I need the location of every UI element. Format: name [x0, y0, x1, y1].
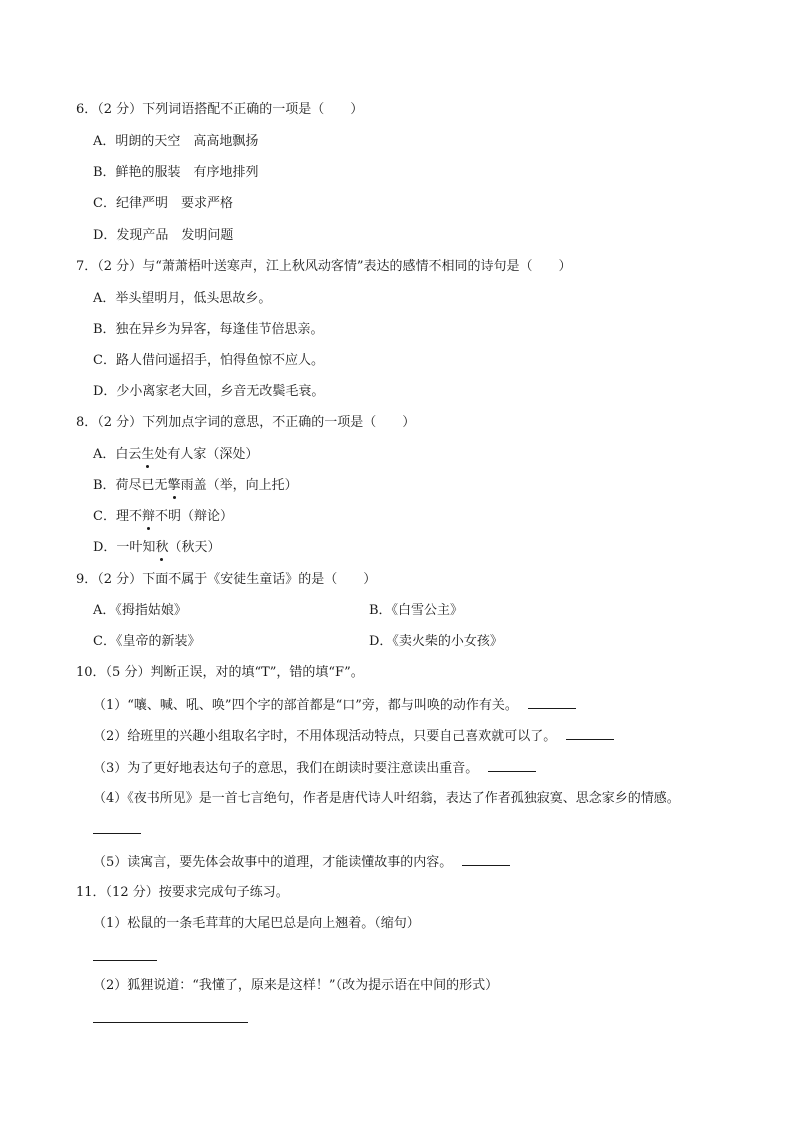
option-text: 雨盖（举，向上托） — [180, 478, 298, 493]
answer-line[interactable] — [93, 960, 157, 961]
judge-item-4: （4）《夜书所见》是一首七言绝句，作者是唐代诗人叶绍翁，表达了作者孤独寂寞、思念家乡的情感。 — [93, 791, 680, 806]
question-number: 9． — [76, 572, 98, 587]
option-b: B．独在异乡为异客，每逢佳节倍思亲。 — [93, 322, 324, 337]
judge-item-1 — [93, 696, 576, 715]
question-score: （2 分） — [97, 415, 143, 430]
option-d — [93, 539, 220, 557]
answer-line[interactable] — [93, 1022, 248, 1023]
option-a — [93, 446, 258, 464]
question-number: 6． — [76, 102, 98, 117]
answer-blank[interactable] — [462, 853, 510, 866]
question-8 — [76, 414, 415, 432]
option-b: B．《白雪公主》 — [369, 603, 464, 618]
option-a: A．明朗的天空 高高地飘扬 — [93, 134, 259, 149]
question-stem: 下面不属于《安徒生童话》的是（ ） — [142, 572, 377, 587]
question-score: （2 分） — [97, 102, 143, 117]
option-text: 不明（辩论） — [154, 509, 233, 524]
question-number: 8． — [76, 415, 98, 430]
judge-item-5 — [93, 853, 510, 872]
judge-text: （5）读寓言，要先体会故事中的道理，才能读懂故事的内容。 — [93, 855, 453, 870]
judge-text: （3）为了更好地表达句子的意思，我们在朗读时要注意读出重音。 — [93, 761, 479, 776]
question-score: （2 分） — [97, 572, 143, 587]
question-9 — [76, 571, 376, 589]
question-stem: 按要求完成句子练习。 — [158, 885, 289, 900]
judge-item-2 — [93, 727, 614, 746]
option-text: B．荷尽已无 — [93, 478, 168, 493]
emphasis-dot-char: 辩 — [141, 509, 155, 524]
answer-blank[interactable] — [566, 727, 614, 740]
option-c — [93, 508, 233, 526]
option-a: A．《拇指姑娘》 — [93, 603, 187, 618]
option-c: C．《皇帝的新装》 — [93, 634, 201, 649]
judge-item-3 — [93, 759, 536, 778]
sentence-item-2: （2）狐狸说道：“我懂了，原来是这样！”（改为提示语在中间的形式） — [93, 978, 499, 993]
judge-text: （1）“嚷、喊、吼、唤”四个字的部首都是“口”旁，都与叫唤的动作有关。 — [93, 698, 518, 713]
option-text: 处有人家（深处） — [154, 447, 259, 462]
option-b: B．鲜艳的服装 有序地排列 — [93, 165, 259, 180]
question-number: 11． — [76, 885, 106, 900]
question-stem: 与“萧萧梧叶送寒声，江上秋风动客情”表达的感情不相同的诗句是（ ） — [142, 259, 572, 274]
question-stem: 判断正误，对的填“T”，错的填“F”。 — [150, 665, 364, 680]
question-6 — [76, 101, 363, 119]
option-text: C．理不 — [93, 509, 142, 524]
emphasis-dot-char: 秋 — [155, 540, 169, 555]
judge-text: （2）给班里的兴趣小组取名字时，不用体现活动特点，只要自己喜欢就可以了。 — [93, 729, 557, 744]
sentence-item-1: （1）松鼠的一条毛茸茸的大尾巴总是向上翘着。（缩句） — [93, 916, 420, 931]
question-11 — [76, 884, 289, 902]
option-c: C．路人借问遥招手，怕得鱼惊不应人。 — [93, 353, 324, 368]
answer-blank[interactable] — [488, 759, 536, 772]
option-d: D．《卖火柴的小女孩》 — [369, 634, 503, 649]
question-stem: 下列加点字词的意思，不正确的一项是（ ） — [142, 415, 416, 430]
answer-blank[interactable] — [528, 696, 576, 709]
answer-blank[interactable] — [93, 833, 141, 834]
question-7 — [76, 258, 571, 276]
question-number: 7． — [76, 259, 98, 274]
option-a: A．举头望明月，低头思故乡。 — [93, 291, 272, 306]
question-score: （5 分） — [105, 665, 151, 680]
option-b — [93, 477, 298, 495]
emphasis-dot-char: 生 — [141, 447, 155, 462]
option-text: （秋天） — [168, 540, 221, 555]
option-text: D．一叶知 — [93, 540, 156, 555]
option-d: D．少小离家老大回，乡音无改鬓毛衰。 — [93, 384, 325, 399]
option-c: C．纪律严明 要求严格 — [93, 196, 233, 211]
question-number: 10． — [76, 665, 106, 680]
question-10 — [76, 664, 364, 682]
option-text: A．白云 — [93, 447, 142, 462]
question-stem: 下列词语搭配不正确的一项是（ ） — [142, 102, 364, 117]
question-score: （12 分） — [105, 885, 159, 900]
emphasis-dot-char: 擎 — [167, 478, 181, 493]
question-score: （2 分） — [97, 259, 143, 274]
option-d: D．发现产品 发明问题 — [93, 228, 234, 243]
